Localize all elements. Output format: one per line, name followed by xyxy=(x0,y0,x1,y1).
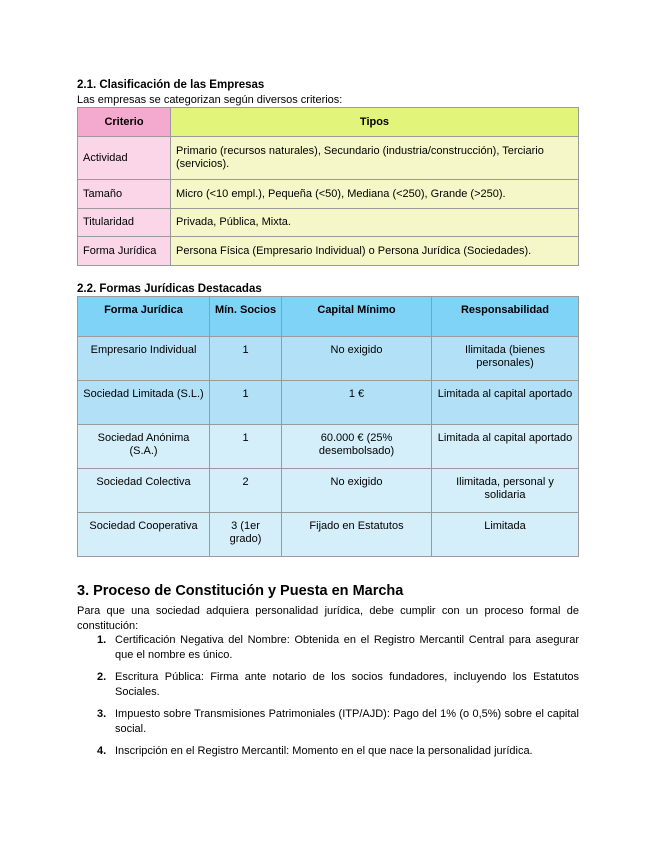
legal-forms-table xyxy=(77,296,579,557)
section-2-2-title: 2.2. Formas Jurídicas Destacadas xyxy=(77,283,262,295)
list-item xyxy=(77,633,579,663)
forma-cell: Sociedad Cooperativa xyxy=(78,513,210,557)
tipos-cell: Persona Física (Empresario Individual) o Persona Jurídica (Sociedades). xyxy=(171,237,579,266)
responsabilidad-cell: Limitada al capital aportado xyxy=(432,425,579,469)
criterio-cell: Titularidad xyxy=(78,209,171,237)
list-item xyxy=(77,670,579,700)
socios-cell: 1 xyxy=(210,337,282,381)
table-row xyxy=(78,425,579,469)
constitution-steps-list xyxy=(77,633,579,766)
capital-cell: 1 € xyxy=(282,381,432,425)
step-text: Inscripción en el Registro Mercantil: Momento en el que nace la personalidad jurídica. xyxy=(115,745,533,757)
criterio-cell: Forma Jurídica xyxy=(78,237,171,266)
capital-cell: No exigido xyxy=(282,469,432,513)
header-criterio: Criterio xyxy=(78,108,171,137)
socios-cell: 1 xyxy=(210,425,282,469)
responsabilidad-cell: Limitada al capital aportado xyxy=(432,381,579,425)
criterio-cell: Actividad xyxy=(78,137,171,180)
forma-cell: Sociedad Anónima (S.A.) xyxy=(78,425,210,469)
table-row xyxy=(78,237,579,266)
list-item xyxy=(77,744,579,759)
criterio-cell: Tamaño xyxy=(78,180,171,209)
table-row xyxy=(78,209,579,237)
table-row xyxy=(78,469,579,513)
header-responsabilidad: Responsabilidad xyxy=(432,297,579,337)
step-number: 1. xyxy=(97,634,107,646)
table-header-row xyxy=(78,297,579,337)
socios-cell: 1 xyxy=(210,381,282,425)
section-3-title: 3. Proceso de Constitución y Puesta en Marcha xyxy=(77,583,404,599)
header-tipos: Tipos xyxy=(171,108,579,137)
header-capital: Capital Mínimo xyxy=(282,297,432,337)
step-text: Certificación Negativa del Nombre: Obtenida en el Registro Mercantil Central para asegurar que el nombre es único. xyxy=(115,634,579,661)
table-row xyxy=(78,337,579,381)
socios-cell: 2 xyxy=(210,469,282,513)
responsabilidad-cell: Ilimitada, personal y solidaria xyxy=(432,469,579,513)
step-number: 4. xyxy=(97,745,107,757)
table-row xyxy=(78,180,579,209)
table-header-row xyxy=(78,108,579,137)
list-item xyxy=(77,707,579,737)
section-2-1-intro: Las empresas se categorizan según diversos criterios: xyxy=(77,94,343,106)
header-forma: Forma Jurídica xyxy=(78,297,210,337)
step-text: Escritura Pública: Firma ante notario de los socios fundadores, incluyendo los Estatutos Sociales. xyxy=(115,671,579,698)
forma-cell: Sociedad Colectiva xyxy=(78,469,210,513)
responsabilidad-cell: Ilimitada (bienes personales) xyxy=(432,337,579,381)
header-socios: Mín. Socios xyxy=(210,297,282,337)
forma-cell: Sociedad Limitada (S.L.) xyxy=(78,381,210,425)
step-number: 2. xyxy=(97,671,107,683)
table-row xyxy=(78,381,579,425)
responsabilidad-cell: Limitada xyxy=(432,513,579,557)
capital-cell: Fijado en Estatutos xyxy=(282,513,432,557)
capital-cell: No exigido xyxy=(282,337,432,381)
capital-cell: 60.000 € (25% desembolsado) xyxy=(282,425,432,469)
tipos-cell: Micro (<10 empl.), Pequeña (<50), Mediana (<250), Grande (>250). xyxy=(171,180,579,209)
classification-table xyxy=(77,107,579,266)
section-3-intro: Para que una sociedad adquiera personalidad jurídica, debe cumplir con un proceso formal de constitución: xyxy=(77,605,579,632)
tipos-cell: Primario (recursos naturales), Secundario (industria/construcción), Terciario (servicios). xyxy=(171,137,579,180)
forma-cell: Empresario Individual xyxy=(78,337,210,381)
section-2-1-title: 2.1. Clasificación de las Empresas xyxy=(77,79,265,91)
step-number: 3. xyxy=(97,708,107,720)
step-text: Impuesto sobre Transmisiones Patrimoniales (ITP/AJD): Pago del 1% (o 0,5%) sobre el capital social. xyxy=(115,708,579,735)
tipos-cell: Privada, Pública, Mixta. xyxy=(171,209,579,237)
table-row xyxy=(78,513,579,557)
socios-cell: 3 (1er grado) xyxy=(210,513,282,557)
table-row xyxy=(78,137,579,180)
